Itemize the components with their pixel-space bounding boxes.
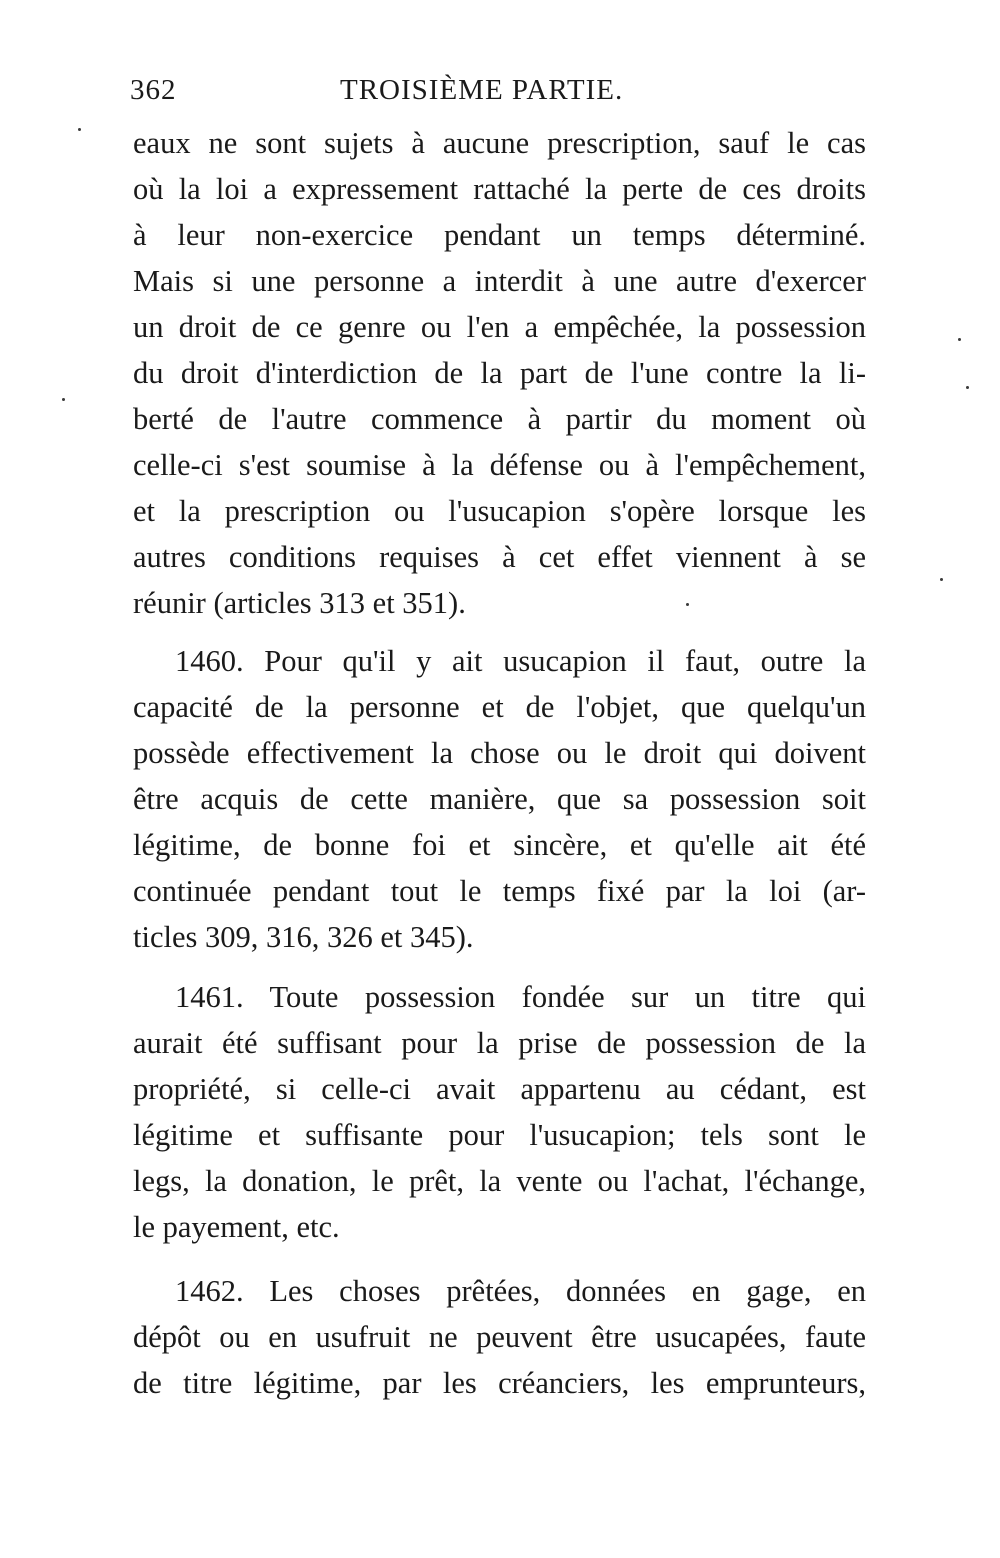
text-line: aurait été suffisant pour la prise de possession de la: [133, 1026, 866, 1060]
text-line: continuée pendant tout le temps fixé par la loi (ar-: [133, 874, 866, 908]
text-line: un droit de ce genre ou l'en a empêchée, la possession: [133, 310, 866, 344]
text-line: possède effectivement la chose ou le droit qui doivent: [133, 736, 866, 770]
text-line: ticles 309, 316, 326 et 345).: [133, 920, 474, 954]
text-line: le payement, etc.: [133, 1210, 340, 1244]
text-line: Mais si une personne a interdit à une autre d'exercer: [133, 264, 866, 298]
paper-speck: [940, 578, 943, 581]
paper-speck: [966, 386, 969, 389]
text-line: réunir (articles 313 et 351).: [133, 586, 466, 620]
running-title: TROISIÈME PARTIE.: [340, 74, 624, 106]
text-line: légitime, de bonne foi et sincère, et qu'elle ait été: [133, 828, 866, 862]
article-1462-first-line: 1462. Les choses prêtées, données en gage, en: [175, 1274, 866, 1308]
paper-speck: [958, 338, 961, 341]
text-line: où la loi a expressement rattaché la perte de ces droits: [133, 172, 866, 206]
text-line: de titre légitime, par les créanciers, les emprunteurs,: [133, 1366, 866, 1400]
article-1461-first-line: 1461. Toute possession fondée sur un titre qui: [175, 980, 866, 1014]
paper-speck: [686, 603, 689, 606]
page-number: 362: [130, 74, 177, 106]
text-line: dépôt ou en usufruit ne peuvent être usucapées, faute: [133, 1320, 866, 1354]
text-line: à leur non-exercice pendant un temps déterminé.: [133, 218, 866, 252]
text-line: celle-ci s'est soumise à la défense ou à l'empêchement,: [133, 448, 866, 482]
paper-speck: [62, 398, 65, 401]
text-line: autres conditions requises à cet effet viennent à se: [133, 540, 866, 574]
text-line: propriété, si celle-ci avait appartenu au cédant, est: [133, 1072, 866, 1106]
text-line: légitime et suffisante pour l'usucapion; tels sont le: [133, 1118, 866, 1152]
text-line: eaux ne sont sujets à aucune prescription, sauf le cas: [133, 126, 866, 160]
text-line: capacité de la personne et de l'objet, que quelqu'un: [133, 690, 866, 724]
text-line: legs, la donation, le prêt, la vente ou l'achat, l'échange,: [133, 1164, 866, 1198]
text-line: être acquis de cette manière, que sa possession soit: [133, 782, 866, 816]
running-head: [130, 74, 865, 114]
text-line: et la prescription ou l'usucapion s'opère lorsque les: [133, 494, 866, 528]
article-1460-first-line: 1460. Pour qu'il y ait usucapion il faut, outre la: [175, 644, 866, 678]
text-line: du droit d'interdiction de la part de l'une contre la li-: [133, 356, 866, 390]
text-line: berté de l'autre commence à partir du moment où: [133, 402, 866, 436]
paper-speck: [78, 128, 81, 131]
